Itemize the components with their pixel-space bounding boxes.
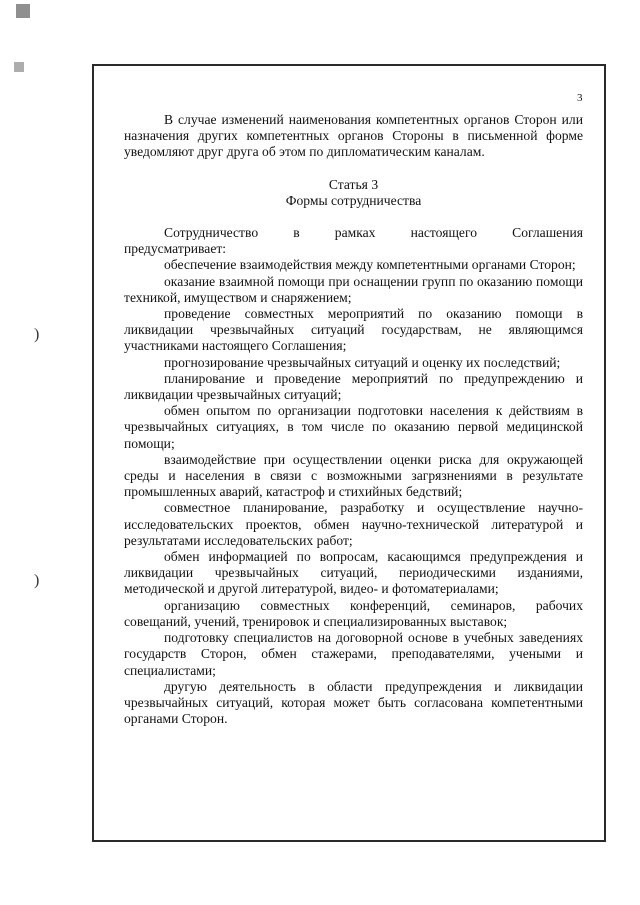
scan-border-right (604, 64, 606, 840)
margin-bracket-mark: ) (34, 572, 40, 589)
scan-border-bottom (92, 840, 606, 842)
scan-artifact (14, 62, 24, 72)
list-item: организацию совместных конференций, семинаров, рабочих совещаний, учений, тренировок и специализированных выставок; (124, 597, 583, 629)
article-title: Формы сотрудничества (285, 192, 422, 208)
lead-paragraph-line: Сотрудничество в рамках настоящего Соглашения (164, 225, 583, 241)
list-item: планирование и проведение мероприятий по предупреждению и ликвидации чрезвычайных ситуаций; (124, 370, 583, 403)
list-item: оказание взаимной помощи при оснащении групп по оказанию помощи техникой, имуществом и снаряжением; (124, 273, 583, 305)
page-number: 3 (577, 92, 583, 104)
list-item: проведение совместных мероприятий по оказанию помощи в ликвидации чрезвычайных ситуаций государствам, не являющимся участниками настоящего Соглашения; (124, 306, 583, 354)
list-item: обмен информацией по вопросам, касающимся предупреждения и ликвидации чрезвычайных ситуаций, периодическими изданиями, методической и другой литературой, видео- и фотоматериалами; (124, 549, 583, 597)
list-item: подготовку специалистов на договорной основе в учебных заведениях государств Сторон, обмен стажерами, преподавателями, учеными и специалистами; (124, 630, 583, 678)
list-item: обмен опытом по организации подготовки населения к действиям в чрезвычайных ситуациях, в том числе по оказанию первой медицинской помощи; (124, 403, 583, 451)
list-item: прогнозирование чрезвычайных ситуаций и оценку их последствий; (164, 354, 561, 370)
list-item: другую деятельность в области предупреждения и ликвидации чрезвычайных ситуаций, которая может быть согласована компетентными органами Сторон. (124, 678, 583, 727)
list-item: взаимодействие при осуществлении оценки риска для окружающей среды и населения в связи с возможными загрязнениями в результате промышленных аварий, катастроф и стихийных бедствий; (124, 451, 583, 500)
scan-artifact (16, 4, 30, 18)
article-number: Статья 3 (328, 176, 379, 192)
list-item: обеспечение взаимодействия между компетентными органами Сторон; (164, 257, 576, 273)
scan-border-top (92, 64, 606, 66)
scan-border-left (92, 64, 94, 842)
list-item: совместное планирование, разработку и осуществление научно-исследовательских проектов, обмен научно-технической литературой и результатами исследовательских работ; (124, 500, 583, 548)
lead-paragraph-continuation: предусматривает: (124, 241, 227, 257)
intro-paragraph: В случае изменений наименования компетентных органов Сторон или назначения других компетентных органов Стороны в письменной форме уведомляют друг друга об этом по дипломатическим каналам. (124, 112, 583, 160)
margin-bracket-mark: ) (34, 326, 40, 343)
document-body (124, 112, 583, 727)
